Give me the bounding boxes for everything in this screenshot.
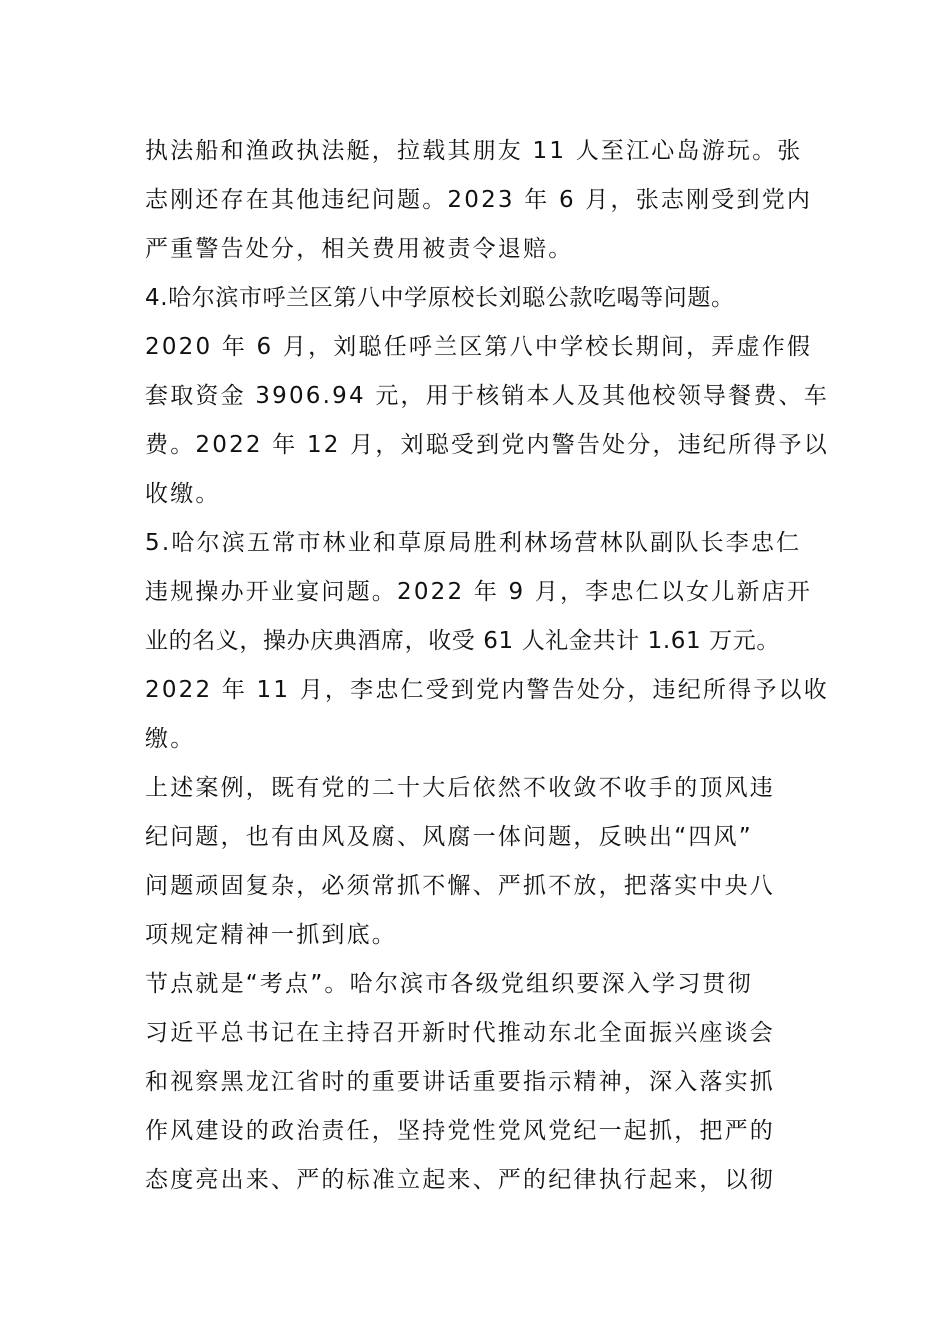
text-line: 费。2022 年 12 月，刘聪受到党内警告处分，违纪所得予以 [145,432,829,458]
text-line: 违规操办开业宴问题。2022 年 9 月，李忠仁以女儿新店开 [145,579,813,605]
text-line: 4.哈尔滨市呼兰区第八中学原校长刘聪公款吃喝等问题。 [145,285,735,311]
text-line: 态度亮出来、严的标准立起来、严的纪律执行起来，以彻 [145,1167,775,1193]
text-line: 2020 年 6 月，刘聪任呼兰区第八中学校长期间，弄虚作假 [145,334,813,360]
text-line: 习近平总书记在主持召开新时代推动东北全面振兴座谈会 [145,1020,775,1046]
text-line: 节点就是“考点”。哈尔滨市各级党组织要深入学习贯彻 [145,971,753,997]
text-line: 问题顽固复杂，必须常抓不懈、严抓不放，把落实中央八 [145,873,775,899]
text-line: 业的名义，操办庆典酒席，收受 61 人礼金共计 1.61 万元。 [145,628,780,654]
text-line: 5.哈尔滨五常市林业和草原局胜利林场营林队副队长李忠仁 [145,530,802,556]
text-line: 收缴。 [145,481,221,507]
text-line: 项规定精神一抓到底。 [145,922,397,948]
text-line: 和视察黑龙江省时的重要讲话重要指示精神，深入落实抓 [145,1069,775,1095]
text-line: 纪问题，也有由风及腐、风腐一体问题，反映出“四风” [145,824,753,850]
text-line: 志刚还存在其他违纪问题。2023 年 6 月，张志刚受到党内 [145,187,813,213]
text-line: 缴。 [145,726,196,752]
text-line: 上述案例，既有党的二十大后依然不收敛不收手的顶风违 [145,775,775,801]
text-line: 严重警告处分，相关费用被责令退赔。 [145,236,574,262]
text-line: 2022 年 11 月，李忠仁受到党内警告处分，违纪所得予以收 [145,677,829,703]
document-body [145,127,829,1205]
text-line: 作风建设的政治责任，坚持党性党风党纪一起抓，把严的 [145,1118,775,1144]
text-line: 套取资金 3906.94 元，用于核销本人及其他校领导餐费、车 [145,383,829,409]
text-line: 执法船和渔政执法艇，拉载其朋友 11 人至江心岛游玩。张 [145,138,803,164]
